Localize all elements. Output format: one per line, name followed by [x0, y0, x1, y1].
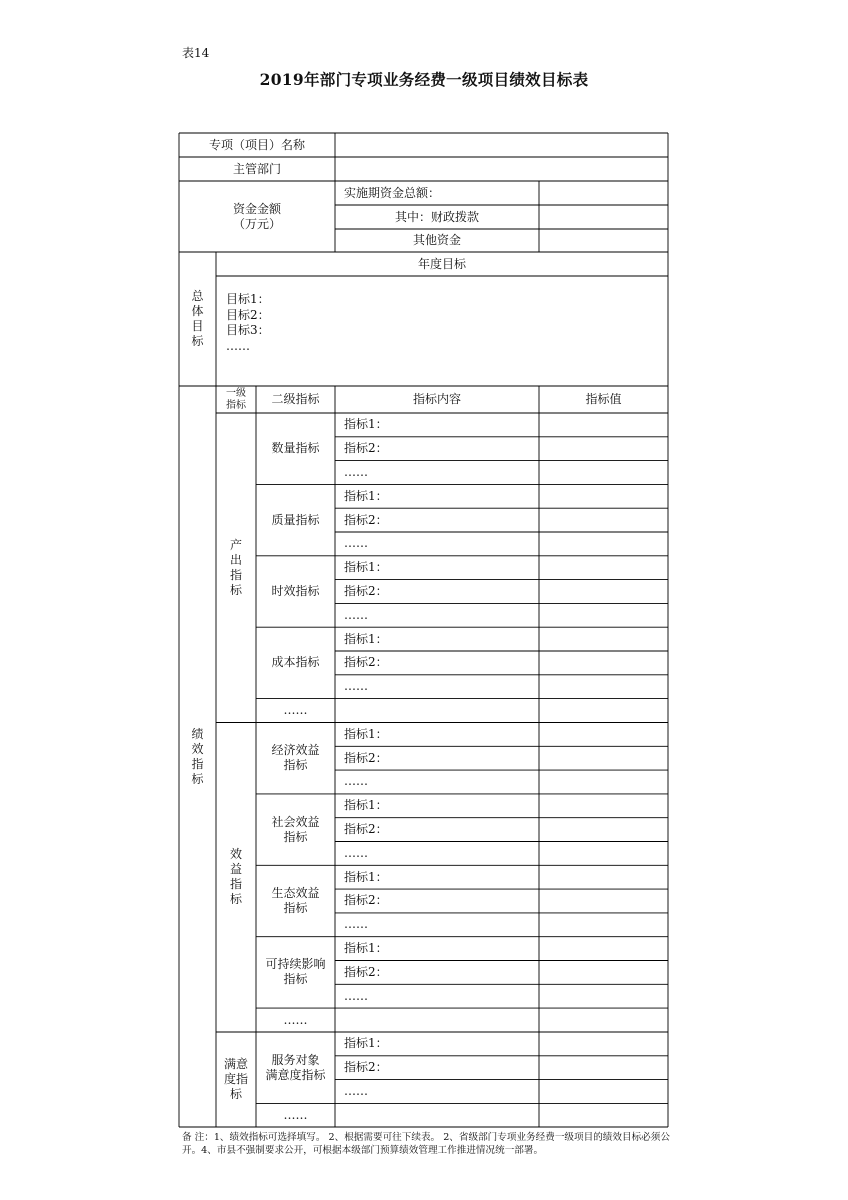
service-satisfaction-indicator-more: ……	[344, 1083, 368, 1098]
economic-benefit-indicator-more: ……	[344, 774, 368, 789]
quality-indicator: 质量指标	[271, 512, 320, 527]
quality-indicator-more: ……	[344, 536, 368, 551]
benefit-indicator-label	[216, 723, 256, 1033]
output-more-row: ……	[283, 703, 308, 718]
timeliness-indicator-indicator-1: 指标1：	[344, 560, 388, 575]
cost-indicator: 成本指标	[271, 655, 320, 670]
satisfaction-more-row: ……	[283, 1107, 308, 1122]
sustainability-indicator-line: 可持续影响	[265, 957, 326, 972]
ecological-benefit-indicator-indicator-1: 指标1：	[344, 869, 388, 884]
sustainability-indicator-indicator-2: 指标2：	[344, 964, 388, 979]
level1-indicator-header	[216, 386, 256, 413]
sustainability-indicator-more: ……	[344, 988, 368, 1003]
level1-indicator-header-line: 一级	[226, 387, 246, 399]
service-satisfaction-indicator-line: 服务对象	[271, 1052, 320, 1067]
performance-indicator-label-line: 指	[191, 756, 204, 771]
social-benefit-indicator-indicator-2: 指标2：	[344, 822, 388, 837]
ecological-benefit-indicator-more: ……	[344, 917, 368, 932]
satisfaction-indicator-label-line: 标	[229, 1087, 242, 1101]
funding-amount-label-line: 资金金额	[232, 201, 281, 216]
timeliness-indicator-more: ……	[344, 607, 368, 622]
funding-amount-label-line: （万元）	[232, 216, 281, 231]
ecological-benefit-indicator-indicator-2: 指标2：	[344, 893, 388, 908]
economic-benefit-indicator	[256, 723, 335, 794]
social-benefit-indicator-indicator-1: 指标1：	[344, 798, 388, 813]
table-number-label: 表14	[182, 46, 210, 60]
output-indicator-label-line: 出	[229, 552, 242, 567]
timeliness-indicator: 时效指标	[271, 583, 320, 598]
economic-benefit-indicator-indicator-2: 指标2：	[344, 750, 388, 765]
ecological-benefit-indicator-line: 指标	[283, 900, 308, 915]
performance-indicator-label	[179, 386, 216, 1127]
total-funds-label: 实施期资金总额：	[344, 185, 441, 200]
overall-goal-label-line: 总	[191, 289, 204, 303]
quality-indicator-indicator-2: 指标2：	[344, 512, 388, 527]
goal-item: 目标3：	[226, 323, 270, 337]
indicator-content-header: 指标内容	[412, 392, 461, 406]
social-benefit-indicator	[256, 794, 335, 865]
funding-amount-label	[179, 181, 335, 252]
department-label: 主管部门	[232, 161, 281, 176]
satisfaction-indicator-label	[216, 1032, 256, 1127]
overall-goal-label-line: 目	[191, 319, 204, 333]
performance-indicator-label-line: 绩	[191, 726, 204, 741]
quantity-indicator: 数量指标	[271, 441, 320, 456]
service-satisfaction-indicator-indicator-2: 指标2：	[344, 1060, 388, 1075]
goal-item: 目标2：	[226, 307, 270, 322]
benefit-indicator-label-line: 标	[229, 892, 242, 907]
goal-item: ……	[226, 338, 250, 353]
annual-goal-list	[226, 292, 270, 354]
ecological-benefit-indicator-line: 生态效益	[271, 885, 320, 900]
quantity-indicator-indicator-1: 指标1：	[344, 417, 388, 432]
service-satisfaction-indicator-indicator-1: 指标1：	[344, 1036, 388, 1051]
overall-goal-label-line: 标	[191, 334, 204, 348]
level2-indicator-header: 二级指标	[271, 392, 320, 406]
social-benefit-indicator-line: 社会效益	[271, 814, 320, 829]
cost-indicator-indicator-2: 指标2：	[344, 655, 388, 670]
quantity-indicator-more: ……	[344, 464, 368, 479]
economic-benefit-indicator-indicator-1: 指标1：	[344, 726, 388, 741]
overall-goal-label-line: 体	[191, 304, 204, 318]
level1-indicator-header-line: 指标	[226, 399, 246, 411]
benefit-indicator-label-line: 益	[229, 862, 242, 877]
output-indicator-label-line: 标	[229, 582, 242, 597]
indicator-value-header: 指标值	[585, 392, 622, 406]
footnote: 备 注：1、绩效指标可选择填写。 2、根据需要可往下续表。 2、省级部门专项业务经费一级项目的绩效目标必须公开。4、市县不强制要求公开，可根据本级部门预算绩效管理工作推进情况统一部署。	[182, 1132, 670, 1156]
fiscal-appropriation-label: 其中：财政拨款	[394, 209, 479, 224]
sustainability-indicator-indicator-1: 指标1：	[344, 941, 388, 956]
social-benefit-indicator-more: ……	[344, 845, 368, 860]
social-benefit-indicator-line: 指标	[283, 829, 308, 844]
quantity-indicator-indicator-2: 指标2：	[344, 441, 388, 456]
output-indicator-label-line: 产	[229, 537, 242, 552]
page-title: 2019年部门专项业务经费一级项目绩效目标表	[259, 70, 589, 89]
economic-benefit-indicator-line: 经济效益	[271, 743, 320, 758]
performance-indicator-label-line: 标	[191, 771, 204, 786]
quality-indicator-indicator-1: 指标1：	[344, 488, 388, 503]
service-satisfaction-indicator-line: 满意度指标	[265, 1067, 326, 1082]
benefit-indicator-label-line: 效	[229, 847, 242, 862]
performance-indicator-label-line: 效	[191, 741, 204, 756]
satisfaction-indicator-label-line: 度指	[223, 1072, 248, 1086]
output-indicator-label-line: 指	[229, 567, 242, 582]
service-satisfaction-indicator	[256, 1032, 335, 1103]
goal-item: 目标1：	[226, 292, 270, 306]
satisfaction-indicator-label-line: 满意	[223, 1057, 248, 1071]
output-indicator-label	[216, 413, 256, 723]
sustainability-indicator-line: 指标	[283, 972, 308, 987]
economic-benefit-indicator-line: 指标	[283, 758, 308, 773]
sustainability-indicator	[256, 937, 335, 1008]
annual-goal-label: 年度目标	[417, 256, 466, 271]
timeliness-indicator-indicator-2: 指标2：	[344, 583, 388, 598]
cost-indicator-more: ……	[344, 679, 368, 694]
cost-indicator-indicator-1: 指标1：	[344, 631, 388, 646]
ecological-benefit-indicator	[256, 865, 335, 936]
overall-goal-label	[179, 252, 216, 386]
benefit-indicator-label-line: 指	[229, 877, 242, 892]
other-funds-label: 其他资金	[412, 233, 461, 247]
benefit-more-row: ……	[283, 1012, 308, 1027]
project-name-value	[335, 133, 668, 157]
project-name-label: 专项（项目）名称	[208, 137, 305, 152]
